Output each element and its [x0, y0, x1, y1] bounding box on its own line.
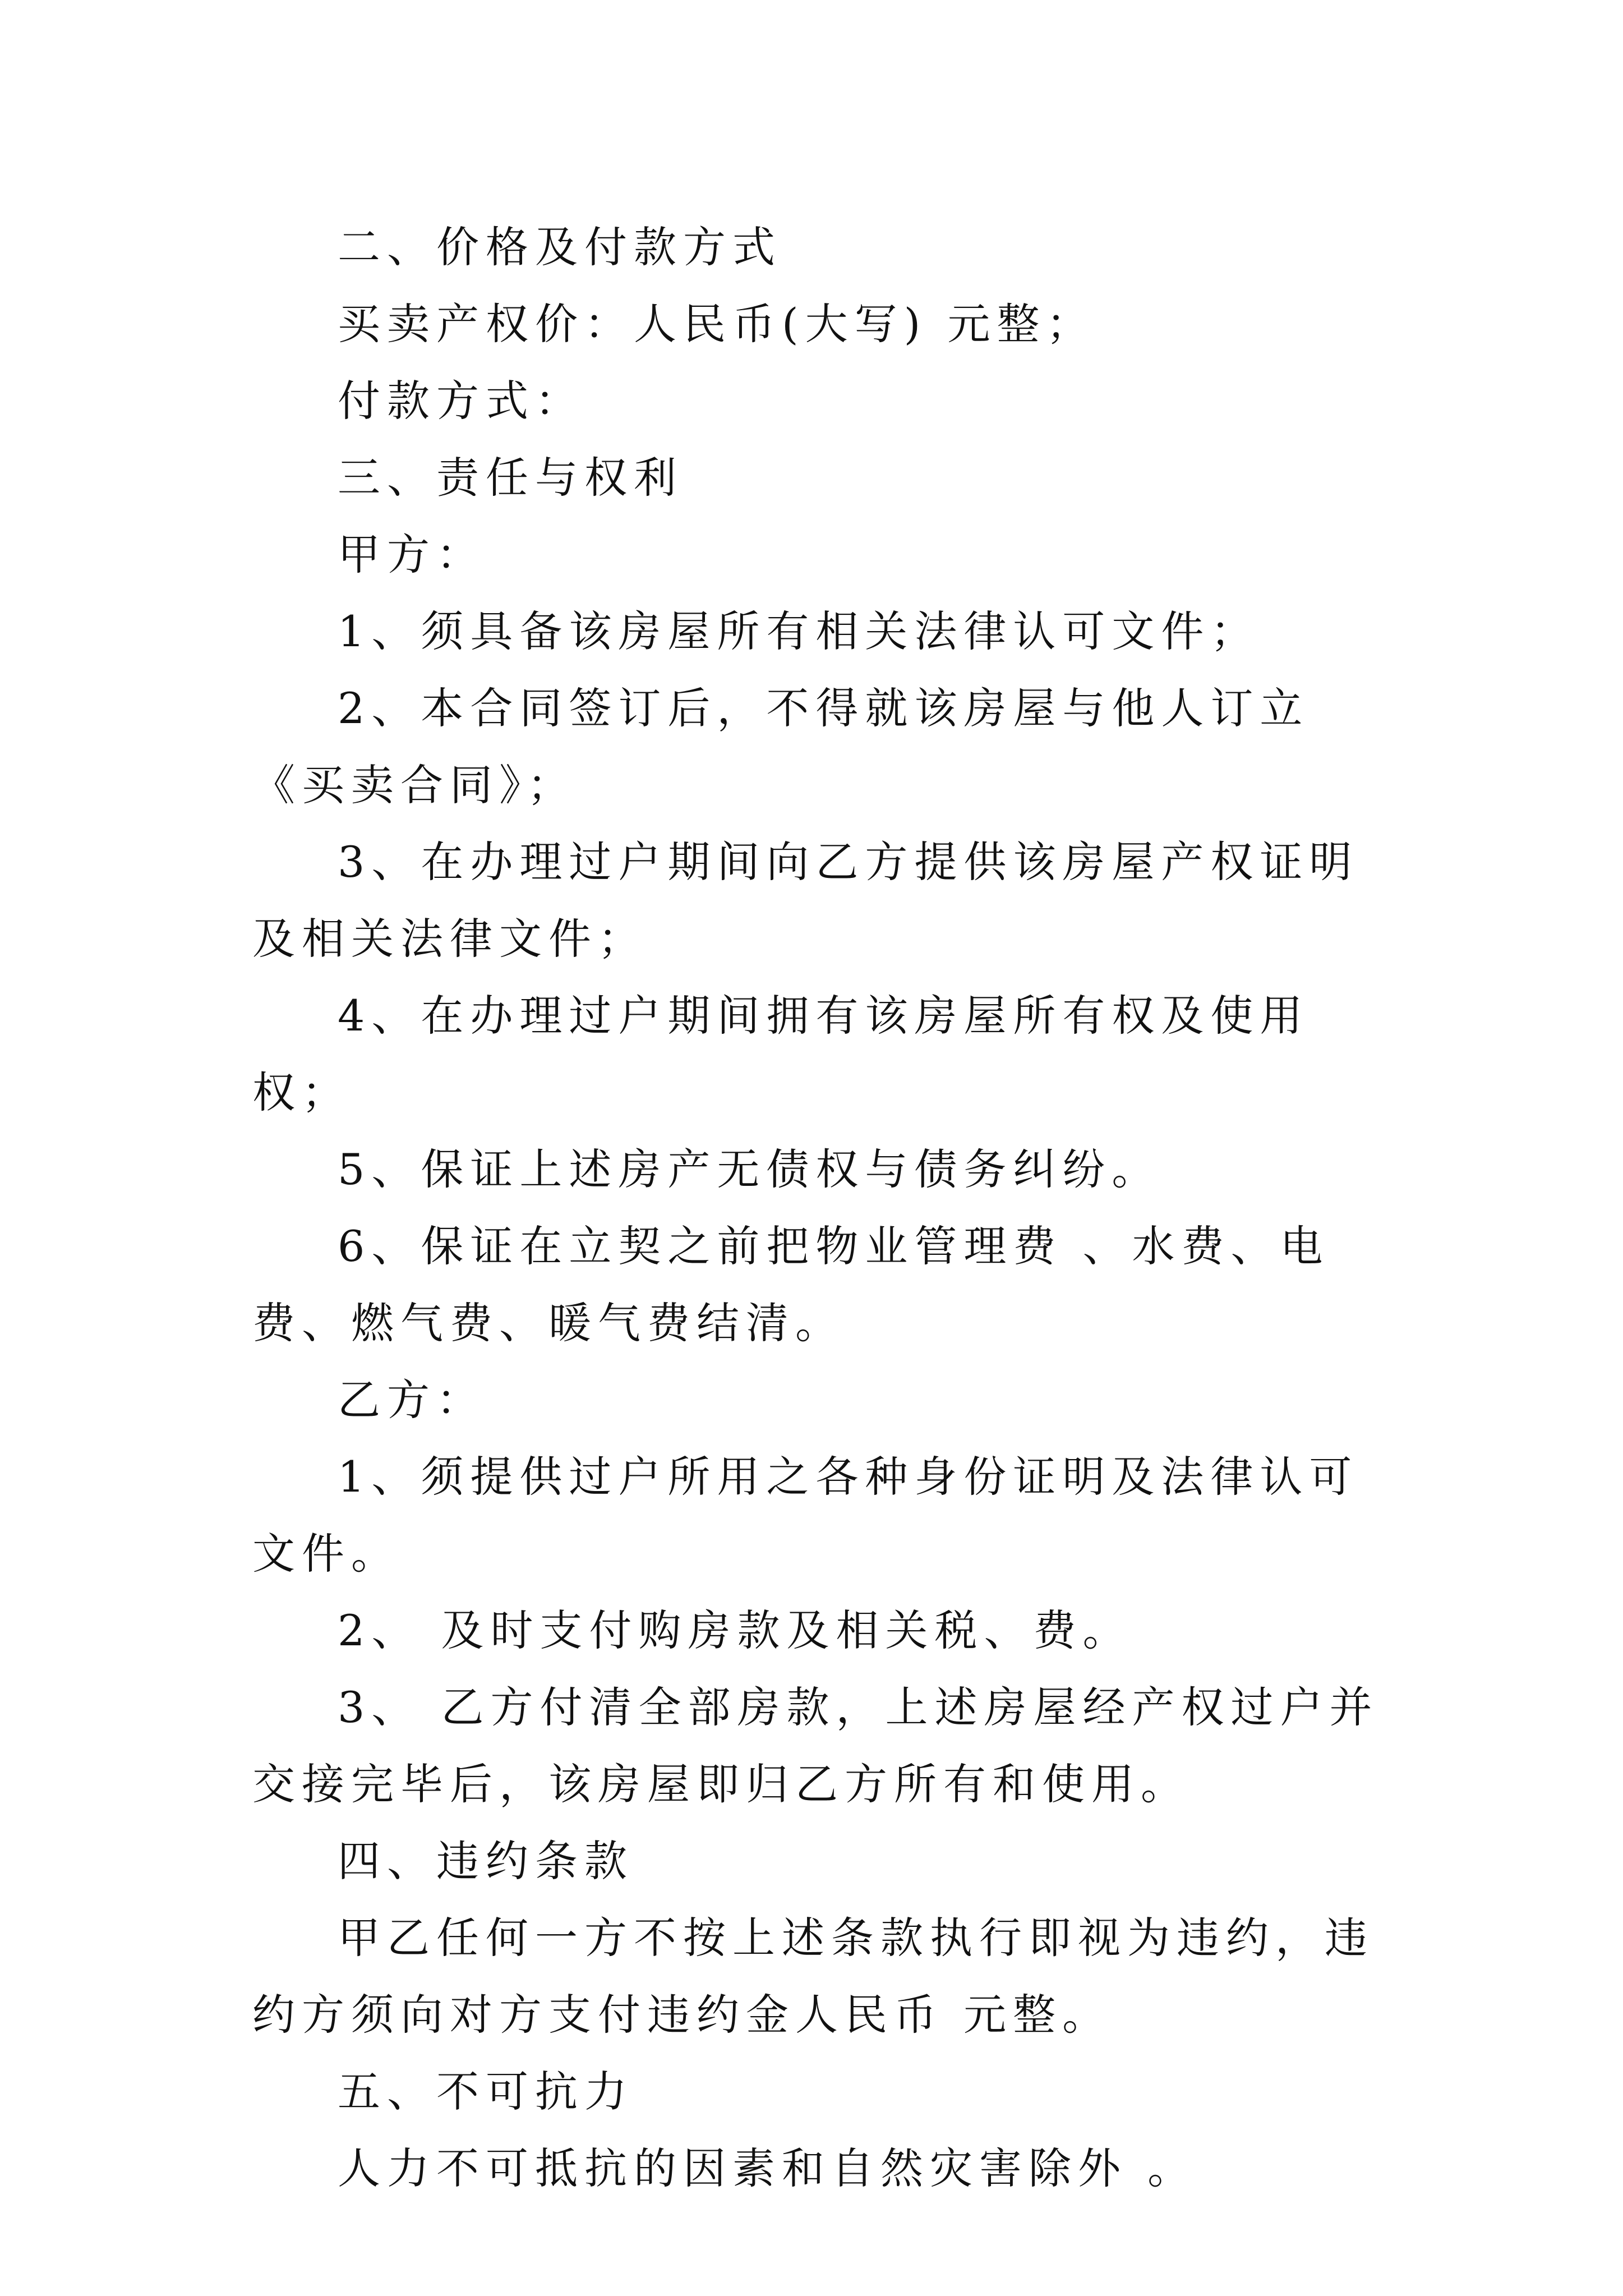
price-line: 买卖产权价：人民币(大写) 元整；	[338, 299, 1096, 349]
force-majeure-clause: 人力不可抵抗的因素和自然灾害除外 。	[338, 2143, 1197, 2193]
section-heading-responsibilities: 三、责任与权利	[338, 453, 683, 503]
section-heading-force-majeure: 五、不可抗力	[338, 2067, 634, 2116]
party-a-clause-3: 3、在办理过户期间向乙方提供该房屋产权证明及相关法律文件；	[252, 837, 1359, 964]
party-a-clause-1: 1、须具备该房屋所有相关法律认可文件；	[338, 606, 1260, 656]
party-b-clause-1: 1、须提供过户所用之各种身份证明及法律认可文件。	[252, 1452, 1359, 1579]
breach-clause: 甲乙任何一方不按上述条款执行即视为违约，违约方须向对方支付违约金人民币 元整。	[252, 1913, 1374, 2040]
document-body	[252, 209, 1380, 2207]
payment-method-line: 付款方式：	[338, 376, 584, 426]
party-b-clause-3: 3、 乙方付清全部房款，上述房屋经产权过户并交接完毕后，该房屋即归乙方所有和使用。	[252, 1682, 1379, 1809]
party-a-label: 甲方：	[338, 530, 486, 579]
party-a-clause-6: 6、保证在立契之前把物业管理费 、水费、电费、燃气费、暖气费结清。	[252, 1221, 1330, 1348]
party-b-clause-2: 2、 及时支付购房款及相关税、费。	[338, 1605, 1132, 1655]
section-heading-price: 二、价格及付款方式	[338, 222, 782, 272]
party-b-label: 乙方：	[338, 1375, 486, 1425]
section-heading-breach: 四、违约条款	[338, 1836, 634, 1886]
party-a-clause-2: 2、本合同签订后，不得就该房屋与他人订立《买卖合同》；	[252, 683, 1310, 810]
party-a-clause-4: 4、在办理过户期间拥有该房屋所有权及使用权；	[252, 991, 1310, 1117]
party-a-clause-5: 5、保证上述房产无债权与债务纠纷。	[338, 1144, 1161, 1194]
